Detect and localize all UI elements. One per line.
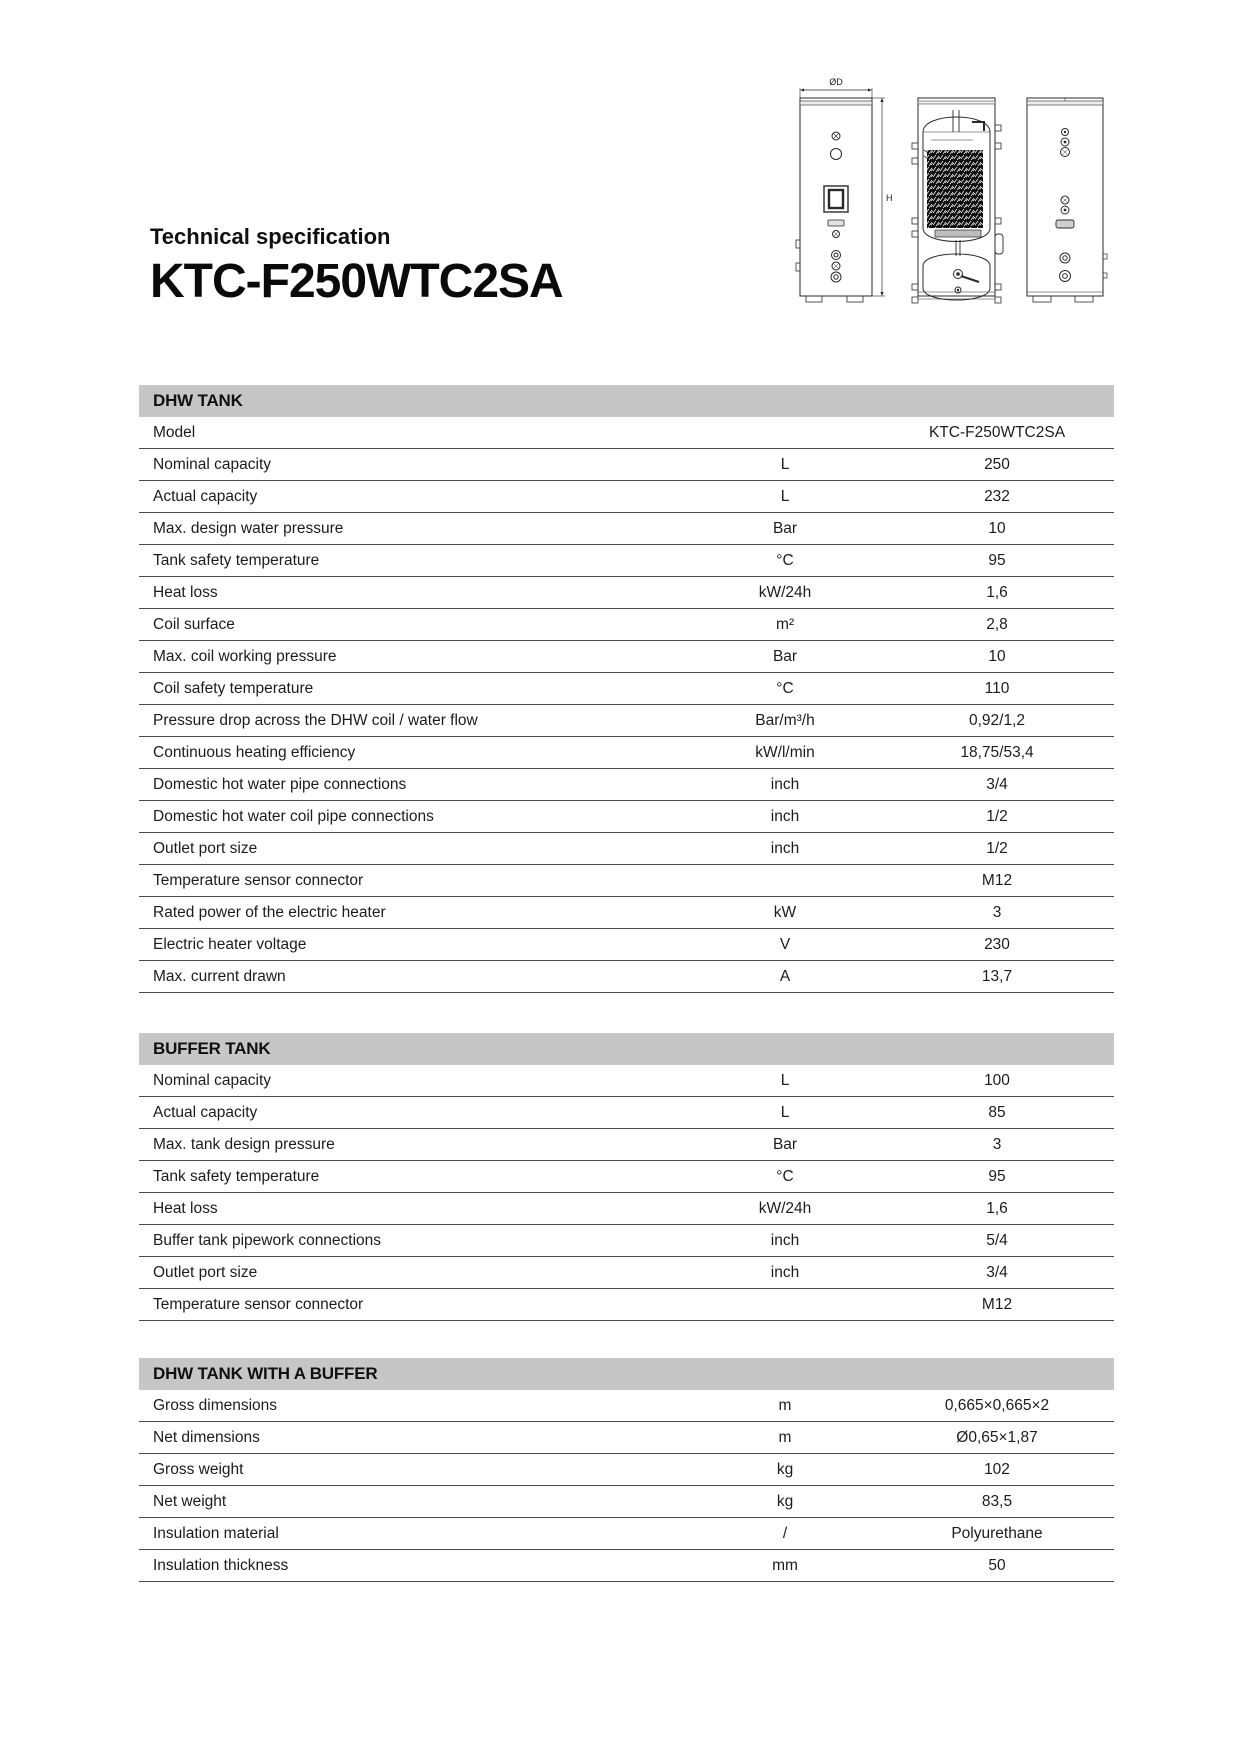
spec-value: 1/2 <box>986 839 1008 857</box>
spec-label: Actual capacity <box>153 487 258 505</box>
spec-unit: L <box>780 455 790 473</box>
spec-table <box>139 1033 1114 1321</box>
spec-label: Continuous heating efficiency <box>153 743 356 761</box>
spec-value: 95 <box>988 1167 1006 1185</box>
spec-unit: L <box>780 487 790 505</box>
table-row <box>139 961 1114 993</box>
table-row <box>139 641 1114 673</box>
table-row <box>139 705 1114 737</box>
spec-unit: kW/l/min <box>755 743 815 761</box>
tank-rear-view <box>1027 98 1107 302</box>
spec-unit: kW <box>773 903 797 921</box>
spec-label: Max. current drawn <box>153 967 286 985</box>
spec-value: 10 <box>988 647 1006 665</box>
spec-value: 230 <box>984 935 1010 953</box>
spec-label: Max. tank design pressure <box>153 1135 335 1153</box>
table-row <box>139 737 1114 769</box>
table-row <box>139 449 1114 481</box>
spec-unit: kW/24h <box>758 1199 812 1217</box>
table-row <box>139 1550 1114 1582</box>
spec-unit: kg <box>776 1492 794 1510</box>
table-row <box>139 865 1114 897</box>
table-row <box>139 833 1114 865</box>
spec-unit: m <box>778 1428 792 1446</box>
spec-unit: °C <box>776 551 794 569</box>
spec-value: 13,7 <box>981 967 1013 985</box>
table-title: DHW TANK WITH A BUFFER <box>153 1364 378 1383</box>
spec-value: 95 <box>988 551 1006 569</box>
spec-unit: Bar <box>772 519 798 537</box>
table-row <box>139 1257 1114 1289</box>
spec-value: 100 <box>984 1071 1010 1089</box>
spec-label: Model <box>153 423 196 441</box>
spec-label: Nominal capacity <box>153 1071 272 1089</box>
spec-unit: A <box>779 967 791 985</box>
diameter-dimension-label: ØD <box>829 77 843 87</box>
table-rows <box>139 1065 1114 1321</box>
table-rows <box>139 417 1114 993</box>
spec-value: 3 <box>992 1135 1002 1153</box>
spec-value: M12 <box>981 1295 1013 1313</box>
table-row <box>139 417 1114 449</box>
spec-label: Pressure drop across the DHW coil / water flow <box>153 711 478 729</box>
spec-unit: m² <box>775 615 795 633</box>
spec-label: Temperature sensor connector <box>153 1295 364 1313</box>
spec-label: Outlet port size <box>153 839 258 857</box>
spec-value: 3 <box>992 903 1002 921</box>
spec-table <box>139 385 1114 993</box>
spec-value: 10 <box>988 519 1006 537</box>
spec-label: Tank safety temperature <box>153 551 320 569</box>
table-row <box>139 801 1114 833</box>
spec-unit: Bar <box>772 1135 798 1153</box>
spec-unit: °C <box>776 679 794 697</box>
table-row <box>139 609 1114 641</box>
spec-value: 3/4 <box>986 775 1008 793</box>
spec-label: Domestic hot water coil pipe connections <box>153 807 434 825</box>
spec-value: 0,92/1,2 <box>968 711 1026 729</box>
spec-label: Nominal capacity <box>153 455 272 473</box>
table-row <box>139 1129 1114 1161</box>
table-row <box>139 1225 1114 1257</box>
spec-value: 0,665×0,665×2 <box>944 1396 1050 1414</box>
spec-value: 250 <box>984 455 1010 473</box>
spec-unit: V <box>779 935 791 953</box>
height-dimension-label: H <box>886 193 893 203</box>
spec-value: 85 <box>988 1103 1006 1121</box>
table-row <box>139 545 1114 577</box>
spec-label: Heat loss <box>153 583 218 601</box>
spec-label: Gross weight <box>153 1460 244 1478</box>
spec-unit: kW/24h <box>758 583 812 601</box>
spec-label: Max. design water pressure <box>153 519 344 537</box>
tank-front-view <box>796 77 893 302</box>
table-title: DHW TANK <box>153 391 243 410</box>
table-rows <box>139 1390 1114 1582</box>
spec-label: Coil surface <box>153 615 235 633</box>
spec-value: 5/4 <box>986 1231 1008 1249</box>
table-row <box>139 1161 1114 1193</box>
spec-unit: Bar <box>772 647 798 665</box>
spec-label: Outlet port size <box>153 1263 258 1281</box>
spec-label: Electric heater voltage <box>153 935 307 953</box>
spec-unit: inch <box>770 807 800 825</box>
table-row <box>139 929 1114 961</box>
spec-table <box>139 1358 1114 1582</box>
spec-label: Rated power of the electric heater <box>153 903 386 921</box>
spec-unit: kg <box>776 1460 794 1478</box>
table-row <box>139 513 1114 545</box>
spec-value: 1/2 <box>986 807 1008 825</box>
table-row <box>139 1390 1114 1422</box>
spec-value: KTC-F250WTC2SA <box>928 423 1066 441</box>
title-block <box>150 224 563 307</box>
spec-label: Temperature sensor connector <box>153 871 364 889</box>
spec-label: Tank safety temperature <box>153 1167 320 1185</box>
spec-value: M12 <box>981 871 1013 889</box>
spec-value: 232 <box>984 487 1010 505</box>
spec-unit: mm <box>772 1556 798 1574</box>
spec-label: Max. coil working pressure <box>153 647 337 665</box>
doc-subtitle: Technical specification <box>150 224 391 249</box>
spec-label: Insulation thickness <box>153 1556 289 1574</box>
spec-label: Buffer tank pipework connections <box>153 1231 382 1249</box>
table-row <box>139 1454 1114 1486</box>
spec-label: Net weight <box>153 1492 227 1510</box>
table-row <box>139 673 1114 705</box>
spec-value: 2,8 <box>986 615 1008 633</box>
spec-unit: Bar/m³/h <box>755 711 815 729</box>
spec-value: 83,5 <box>981 1492 1013 1510</box>
spec-unit: inch <box>770 1231 800 1249</box>
spec-unit: L <box>780 1103 790 1121</box>
table-row <box>139 1065 1114 1097</box>
table-row <box>139 1518 1114 1550</box>
spec-label: Coil safety temperature <box>153 679 314 697</box>
table-row <box>139 897 1114 929</box>
table-header-bar <box>139 385 1114 417</box>
table-row <box>139 481 1114 513</box>
spec-value: 18,75/53,4 <box>960 743 1034 761</box>
table-header-bar <box>139 1033 1114 1065</box>
page-title: KTC-F250WTC2SA <box>150 255 563 308</box>
table-row <box>139 1289 1114 1321</box>
table-header-bar <box>139 1358 1114 1390</box>
spec-unit: / <box>782 1524 788 1542</box>
spec-unit: inch <box>770 1263 800 1281</box>
spec-value: 110 <box>984 679 1010 697</box>
spec-value: Ø0,65×1,87 <box>956 1428 1038 1446</box>
spec-value: Polyurethane <box>951 1524 1043 1542</box>
table-row <box>139 577 1114 609</box>
tank-diagrams <box>695 70 1115 315</box>
spec-label: Heat loss <box>153 1199 218 1217</box>
spec-unit: °C <box>776 1167 794 1185</box>
spec-value: 102 <box>984 1460 1010 1478</box>
spec-value: 1,6 <box>986 583 1008 601</box>
table-row <box>139 1097 1114 1129</box>
spec-value: 1,6 <box>986 1199 1008 1217</box>
spec-label: Gross dimensions <box>153 1396 278 1414</box>
table-title: BUFFER TANK <box>153 1039 271 1058</box>
spec-label: Insulation material <box>153 1524 279 1542</box>
spec-unit: inch <box>770 839 800 857</box>
table-row <box>139 1486 1114 1518</box>
spec-value: 3/4 <box>986 1263 1008 1281</box>
spec-label: Net dimensions <box>153 1428 260 1446</box>
spec-unit: L <box>780 1071 790 1089</box>
tank-cross-section-view <box>912 98 1003 303</box>
spec-value: 50 <box>988 1556 1006 1574</box>
spec-label: Actual capacity <box>153 1103 258 1121</box>
table-row <box>139 1422 1114 1454</box>
table-row <box>139 769 1114 801</box>
spec-unit: m <box>778 1396 792 1414</box>
spec-unit: inch <box>770 775 800 793</box>
spec-label: Domestic hot water pipe connections <box>153 775 407 793</box>
table-row <box>139 1193 1114 1225</box>
tank-diagrams-svg <box>695 70 1115 315</box>
